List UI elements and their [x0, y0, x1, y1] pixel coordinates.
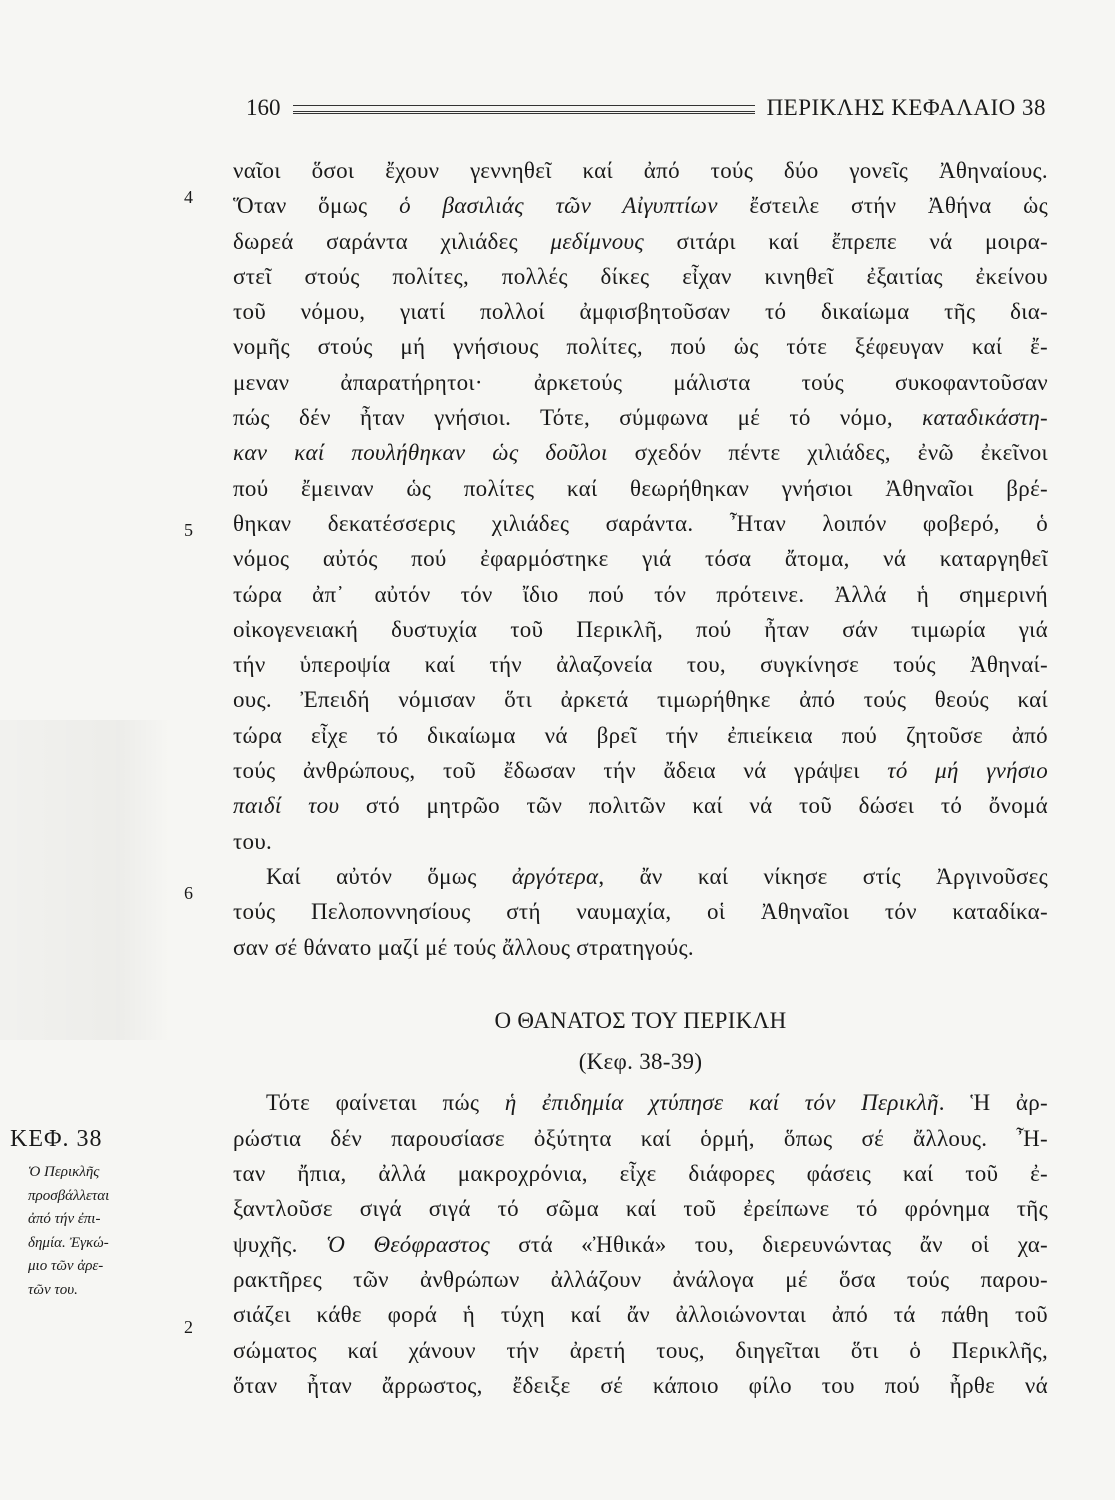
text-line: οἰκογενειακή δυστυχία τοῦ Περικλῆ, πού ἦταν σάν τιμωρία γιά: [233, 616, 1048, 642]
text-line: νόμος αὐτός πού ἐφαρμόστηκε γιά τόσα ἄτομα, νά καταργηθεῖ: [233, 546, 1048, 572]
text-line: σαν σέ θάνατο μαζί μέ τούς ἄλλους στρατηγούς.: [233, 934, 694, 960]
sidenote-title: ΚΕΦ. 38: [10, 1126, 103, 1152]
italic-phrase: ἡ ἐπιδημία χτύπησε καί τόν Περικλῆ: [504, 1090, 939, 1116]
sidenote-line: δημία. Ἐγκώ-: [28, 1234, 109, 1251]
text-line: δωρεά σαράντα χιλιάδες μεδίμνους σιτάρι καί ἔπρεπε νά μοιρα-: [233, 228, 1048, 254]
text-line: πού ἔμειναν ὡς πολίτες καί θεωρήθηκαν γνήσιοι Ἀθηναῖοι βρέ-: [233, 475, 1048, 501]
italic-phrase: τό μή γνήσιο: [887, 758, 1048, 784]
sidenote-line: μιο τῶν ἀρε-: [28, 1258, 104, 1274]
page-header: [246, 88, 1046, 128]
text-line: τήν ὑπεροψία καί τήν ἀλαζονεία του, συγκίνησε τούς Ἀθηναί-: [233, 652, 1048, 678]
text-line: ρώστια δέν παρουσίασε ὀξύτητα καί ὁρμή, ὅπως σέ ἄλλους. Ἦ-: [233, 1125, 1048, 1151]
italic-phrase: Ὁ Θεόφραστος: [326, 1231, 490, 1257]
text-line: ταν ἤπια, ἀλλά μακροχρόνια, εἶχε διάφορες φάσεις καί τοῦ ἐ-: [233, 1161, 1048, 1187]
main-text: [233, 153, 1048, 1403]
sidenote-line: Ὁ Περικλῆς: [28, 1164, 100, 1180]
page-number: 160: [246, 95, 281, 120]
margin-number: 5: [184, 520, 193, 540]
text-line: σώματος καί χάνουν τήν ἀρετή τους, διηγεῖται ὅτι ὁ Περικλῆς,: [233, 1337, 1048, 1363]
text-line: τοῦ νόμου, γιατί πολλοί ἀμφισβητοῦσαν τό δικαίωμα τῆς δια-: [233, 299, 1048, 325]
text-line: παιδί του στό μητρῶο τῶν πολιτῶν καί νά τοῦ δώσει τό ὄνομά: [233, 793, 1048, 819]
margin-number: 2: [184, 1317, 193, 1337]
text-line: τώρα εἶχε τό δικαίωμα νά βρεῖ τήν ἐπιείκεια πού ζητοῦσε ἀπό: [233, 722, 1048, 748]
text-line: Τότε φαίνεται πώς ἡ ἐπιδημία χτύπησε καί τόν Περικλῆ. Ἡ ἀρ-: [266, 1090, 1048, 1116]
sidenote-line: προσβάλλεται: [28, 1187, 110, 1204]
text-line: Ὅταν ὅμως ὁ βασιλιάς τῶν Αἰγυπτίων ἔστειλε στήν Ἀθήνα ὡς: [233, 193, 1048, 219]
italic-phrase: μεδίμνους: [550, 228, 645, 254]
text-line: ὅταν ἦταν ἄρρωστος, ἔδειξε σέ κάποιο φίλο του πού ἦρθε νά: [233, 1372, 1048, 1398]
running-title: ΠΕΡΙΚΛΗΣ ΚΕΦΑΛΑΙΟ 38: [766, 95, 1046, 120]
text-line: μεναν ἀπαρατήρητοι· ἀρκετούς μάλιστα τούς συκοφαντοῦσαν: [233, 369, 1048, 395]
margin-number: 6: [184, 883, 193, 903]
italic-phrase: ὁ βασιλιάς τῶν Αἰγυπτίων: [399, 193, 718, 219]
text-line: ψυχῆς. Ὁ Θεόφραστος στά «Ἠθικά» του, διερευνώντας ἄν οἱ χα-: [233, 1231, 1048, 1257]
text-line: τούς ἀνθρώπους, τοῦ ἔδωσαν τήν ἄδεια νά γράψει τό μή γνήσιο: [233, 758, 1048, 784]
text-line: στεῖ στούς πολίτες, πολλές δίκες εἶχαν κινηθεῖ ἐξαιτίας ἐκείνου: [233, 263, 1048, 289]
text-line: τώρα ἀπ᾽ αὐτόν τόν ἴδιο πού τόν πρότεινε. Ἀλλά ἡ σημερινή: [233, 581, 1048, 607]
section-subtitle: (Κεφ. 38-39): [578, 1049, 703, 1075]
text-line: θηκαν δεκατέσσερις χιλιάδες σαράντα. Ἦταν λοιπόν φοβερό, ὁ: [233, 510, 1048, 536]
scan-bleed: [0, 720, 170, 1040]
header-rule: [293, 105, 755, 114]
text-line: σιάζει κάθε φορά ἡ τύχη καί ἄν ἀλλοιώνονται ἀπό τά πάθη τοῦ: [233, 1302, 1048, 1328]
sidenote-line: ἀπό τήν ἐπι-: [28, 1211, 101, 1227]
sidenote-line: τῶν του.: [28, 1281, 78, 1298]
text-line: ξαντλοῦσε σιγά σιγά τό σῶμα καί τοῦ ἐρείπωνε τό φρόνημα τῆς: [233, 1196, 1048, 1222]
text-line: ναῖοι ὅσοι ἔχουν γεννηθεῖ καί ἀπό τούς δύο γονεῖς Ἀθηναίους.: [233, 158, 1048, 183]
italic-phrase: καν καί πουλήθηκαν ὡς δοῦλοι: [233, 440, 608, 466]
section-title: Ο ΘΑΝΑΤΟΣ ΤΟΥ ΠΕΡΙΚΛΗ: [494, 1007, 787, 1033]
text-line: καν καί πουλήθηκαν ὡς δοῦλοι σχεδόν πέντε χιλιάδες, ἐνῶ ἐκεῖνοι: [233, 440, 1048, 466]
text-line: ρακτῆρες τῶν ἀνθρώπων ἀλλάζουν ἀνάλογα μέ ὅσα τούς παρου-: [233, 1266, 1048, 1292]
text-line: πώς δέν ἦταν γνήσιοι. Τότε, σύμφωνα μέ τό νόμο, καταδικάστη-: [233, 405, 1048, 431]
text-line: του.: [233, 828, 273, 854]
text-line: Καί αὐτόν ὅμως ἀργότερα, ἄν καί νίκησε στίς Ἀργινοῦσες: [266, 863, 1048, 889]
text-line: ους. Ἐπειδή νόμισαν ὅτι ἀρκετά τιμωρήθηκε ἀπό τούς θεούς καί: [233, 687, 1048, 713]
italic-phrase: παιδί του: [233, 793, 340, 819]
italic-phrase: καταδικάστη-: [922, 405, 1048, 431]
italic-phrase: ἀργότερα: [511, 863, 599, 889]
sidenote-text: [10, 1161, 170, 1302]
text-line: νομῆς στούς μή γνήσιους πολίτες, πού ὡς τότε ξέφευγαν καί ἔ-: [233, 334, 1048, 360]
chapter-sidenote: [10, 1126, 170, 1302]
margin-number: 4: [184, 187, 193, 207]
text-line: τούς Πελοποννησίους στή ναυμαχία, οἱ Ἀθηναῖοι τόν καταδίκα-: [233, 899, 1048, 925]
